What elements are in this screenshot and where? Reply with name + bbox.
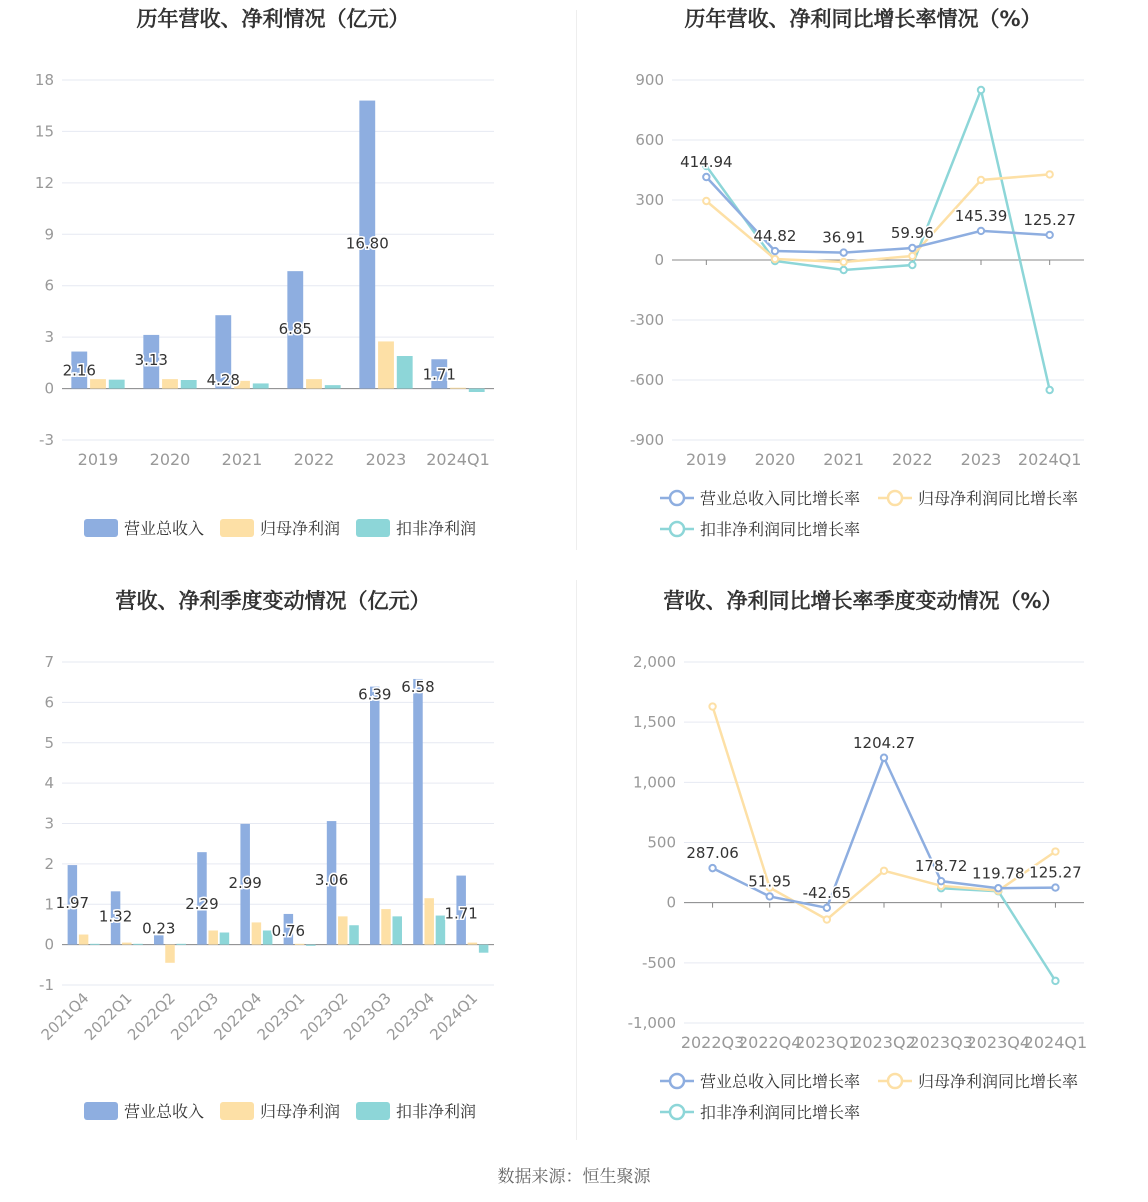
x-tick-label: 2024Q1 — [1017, 450, 1082, 469]
chart-quarterly-growth — [574, 582, 1148, 1162]
panel-annual-growth — [574, 0, 1148, 580]
bar-data-label: 6.58 — [401, 677, 435, 696]
y-tick-label: 2,000 — [633, 653, 676, 671]
line-data-label: 414.94 — [680, 153, 733, 172]
bar-data-label: 3.06 — [314, 871, 349, 890]
bar-data-label: 2.99 — [228, 873, 262, 892]
bar-parent — [122, 943, 132, 945]
y-tick-label: -900 — [629, 431, 664, 449]
point-deducted — [1046, 387, 1052, 393]
y-tick-label: -1 — [39, 976, 54, 994]
divider-top — [576, 10, 577, 550]
bar-data-label: 1.32 — [98, 907, 133, 926]
x-tick-label: 2022Q3 — [167, 989, 223, 1044]
legend-marker-parent — [888, 1074, 902, 1088]
line-data-label: 145.39 — [954, 206, 1008, 225]
bar-parent — [162, 379, 178, 388]
x-tick-label: 2024Q1 — [1023, 1033, 1088, 1052]
panel-annual-amount — [0, 0, 574, 580]
x-tick-label: 2022Q1 — [80, 989, 136, 1044]
bar-data-label: 2.16 — [62, 361, 96, 380]
line-data-label: 59.96 — [890, 224, 934, 243]
bar-data-label: 1.71 — [422, 365, 456, 384]
bar-deducted — [325, 385, 341, 388]
x-tick-label: 2023Q4 — [383, 989, 439, 1044]
data-source: 数据来源：恒生聚源 — [497, 1167, 651, 1187]
bar-data-label: 0.23 — [142, 919, 176, 938]
legend-marker-deducted — [670, 522, 684, 536]
bar-parent — [468, 943, 478, 945]
x-tick-label: 2023Q1 — [253, 989, 309, 1044]
y-tick-label: -300 — [629, 311, 664, 329]
point-revenue — [772, 248, 778, 254]
point-revenue — [709, 865, 715, 871]
y-tick-label: 9 — [44, 225, 54, 244]
x-tick-label: 2019 — [685, 450, 727, 469]
chart-annual-growth — [574, 0, 1148, 580]
y-tick-label: 600 — [635, 131, 664, 149]
point-revenue — [703, 174, 709, 180]
y-tick-label: -600 — [629, 371, 664, 389]
bar-parent — [90, 379, 106, 388]
x-tick-label: 2021 — [823, 450, 865, 469]
legend-label-deducted: 扣非净利润 — [396, 519, 477, 538]
legend-swatch-deducted — [356, 519, 390, 537]
point-revenue — [995, 885, 1001, 891]
y-tick-label: 2 — [44, 854, 54, 873]
point-deducted — [978, 87, 984, 93]
y-tick-label: 0 — [44, 379, 54, 398]
x-tick-label: 2022Q4 — [210, 989, 266, 1044]
bar-revenue — [370, 687, 380, 945]
bar-parent — [378, 341, 394, 388]
bar-data-label: 0.76 — [271, 921, 306, 940]
line-data-label: -42.65 — [802, 883, 852, 902]
point-revenue — [824, 905, 830, 911]
y-tick-label: 1,500 — [633, 713, 676, 732]
bar-data-label: 6.39 — [358, 685, 392, 704]
y-tick-label: 18 — [34, 71, 54, 89]
legend-label-deducted: 扣非净利润同比增长率 — [700, 520, 861, 539]
x-tick-label: 2022 — [293, 450, 335, 469]
x-tick-label: 2023Q2 — [852, 1033, 916, 1052]
point-parent — [840, 259, 846, 265]
line-data-label: 125.27 — [1023, 210, 1076, 229]
bar-data-label: 3.13 — [134, 350, 168, 369]
point-deducted — [909, 262, 915, 268]
line-deducted — [941, 888, 1055, 981]
x-tick-label: 2022Q2 — [124, 989, 179, 1044]
legend-label-revenue: 营业总收入 — [124, 519, 205, 538]
bar-deducted — [349, 925, 359, 944]
bar-deducted — [176, 944, 186, 945]
point-parent — [772, 256, 778, 262]
x-tick-label: 2020 — [754, 450, 796, 469]
bar-deducted — [397, 356, 413, 389]
y-tick-label: 6 — [44, 693, 54, 712]
bar-parent — [424, 898, 434, 944]
bar-data-label: 16.80 — [345, 234, 389, 253]
y-tick-label: 7 — [44, 653, 54, 671]
x-tick-label: 2023 — [365, 450, 407, 469]
legend-marker-revenue — [670, 491, 684, 505]
legend-swatch-deducted — [356, 1102, 390, 1120]
y-tick-label: 1 — [44, 895, 54, 914]
chart-title: 历年营收、净利情况（亿元） — [136, 7, 410, 31]
x-tick-label: 2021Q4 — [37, 989, 93, 1044]
point-parent — [1046, 171, 1052, 177]
x-tick-label: 2024Q1 — [426, 450, 490, 469]
point-parent — [703, 198, 709, 204]
line-data-label: 51.95 — [748, 872, 792, 891]
x-tick-label: 2023 — [960, 450, 1002, 469]
point-parent — [909, 253, 915, 259]
bar-parent — [208, 930, 218, 944]
point-deducted — [1052, 978, 1058, 984]
x-tick-label: 2020 — [149, 450, 191, 469]
y-tick-label: 300 — [635, 191, 664, 209]
x-tick-label: 2022Q3 — [680, 1033, 745, 1052]
y-tick-label: -1,000 — [627, 1014, 676, 1032]
line-data-label: 36.91 — [822, 228, 866, 247]
bar-deducted — [253, 383, 269, 388]
point-parent — [881, 868, 887, 874]
bar-deducted — [392, 916, 402, 944]
legend-label-deducted: 扣非净利润同比增长率 — [700, 1103, 861, 1122]
bar-parent — [165, 945, 175, 963]
x-tick-label: 2023Q1 — [795, 1033, 859, 1052]
point-parent — [978, 177, 984, 183]
x-tick-label: 2022Q4 — [737, 1033, 802, 1052]
legend-label-parent: 归母净利润同比增长率 — [918, 1072, 1079, 1091]
point-parent — [1052, 848, 1058, 854]
y-tick-label: 12 — [34, 173, 54, 192]
line-data-label: 178.72 — [914, 857, 968, 876]
legend-label-deducted: 扣非净利润 — [396, 1102, 477, 1121]
y-tick-label: 15 — [34, 122, 54, 141]
y-tick-label: 4 — [44, 774, 54, 793]
bar-deducted — [469, 389, 485, 392]
y-tick-label: 6 — [44, 276, 54, 295]
bar-deducted — [220, 933, 230, 945]
legend-label-parent: 归母净利润 — [260, 1102, 341, 1121]
point-revenue — [881, 755, 887, 761]
y-tick-label: -500 — [641, 953, 676, 972]
bar-parent — [306, 379, 322, 388]
chart-annual-amount — [0, 0, 574, 580]
legend-label-parent: 归母净利润 — [260, 519, 341, 538]
y-tick-label: 500 — [647, 833, 676, 852]
bar-parent — [252, 922, 262, 944]
legend-swatch-parent — [220, 519, 254, 537]
x-tick-label: 2024Q1 — [426, 989, 482, 1044]
point-revenue — [1052, 884, 1058, 890]
legend-label-revenue: 营业总收入同比增长率 — [700, 1072, 861, 1091]
bar-parent — [79, 935, 89, 945]
chart-title: 历年营收、净利同比增长率情况（%） — [684, 7, 1042, 31]
y-tick-label: 0 — [44, 935, 54, 954]
legend-swatch-revenue — [84, 1102, 118, 1120]
bar-deducted — [109, 380, 125, 389]
bar-parent — [338, 916, 348, 944]
bar-deducted — [479, 945, 489, 953]
x-tick-label: 2019 — [77, 450, 119, 469]
y-tick-label: 900 — [635, 71, 664, 89]
x-tick-label: 2023Q3 — [909, 1033, 973, 1052]
line-data-label: 44.82 — [753, 227, 797, 246]
line-data-label: 119.78 — [972, 864, 1025, 883]
bar-deducted — [181, 380, 197, 389]
point-revenue — [978, 228, 984, 234]
legend-swatch-parent — [220, 1102, 254, 1120]
legend-marker-deducted — [670, 1105, 684, 1119]
bar-data-label: 1.97 — [55, 894, 90, 913]
legend-marker-revenue — [670, 1074, 684, 1088]
y-tick-label: -3 — [39, 431, 54, 449]
bar-deducted — [306, 945, 316, 946]
y-tick-label: 3 — [44, 328, 54, 347]
bar-parent — [450, 388, 466, 389]
legend-label-parent: 归母净利润同比增长率 — [918, 489, 1079, 508]
bar-deducted — [133, 944, 143, 945]
panel-quarterly-amount — [0, 582, 574, 1162]
line-data-label: 125.27 — [1029, 863, 1082, 882]
y-tick-label: 3 — [44, 814, 54, 833]
chart-quarterly-amount — [0, 582, 574, 1162]
point-parent — [824, 916, 830, 922]
legend-swatch-revenue — [84, 519, 118, 537]
bar-data-label: 4.28 — [206, 371, 240, 390]
line-data-label: 1204.27 — [852, 733, 916, 752]
y-tick-label: 0 — [654, 251, 664, 269]
divider-bottom — [576, 580, 577, 1140]
bar-revenue — [413, 679, 423, 945]
bar-deducted — [90, 944, 100, 945]
point-revenue — [1046, 232, 1052, 238]
chart-title: 营收、净利同比增长率季度变动情况（%） — [663, 589, 1063, 613]
legend-marker-parent — [888, 491, 902, 505]
legend-label-revenue: 营业总收入同比增长率 — [700, 489, 861, 508]
point-revenue — [938, 878, 944, 884]
bar-data-label: 2.29 — [185, 895, 219, 914]
x-tick-label: 2023Q3 — [340, 989, 395, 1044]
point-revenue — [909, 245, 915, 251]
panel-quarterly-growth — [574, 582, 1148, 1162]
x-tick-label: 2023Q4 — [966, 1033, 1031, 1052]
bar-parent — [295, 944, 305, 945]
x-tick-label: 2022 — [891, 450, 933, 469]
line-data-label: 287.06 — [686, 844, 739, 863]
y-tick-label: 5 — [44, 733, 54, 752]
point-revenue — [840, 249, 846, 255]
point-deducted — [840, 267, 846, 273]
x-tick-label: 2023Q2 — [296, 989, 352, 1044]
y-tick-label: 0 — [666, 893, 676, 912]
legend-label-revenue: 营业总收入 — [124, 1102, 205, 1121]
bar-data-label: 6.85 — [278, 320, 312, 339]
bar-data-label: 1.71 — [444, 904, 478, 923]
y-tick-label: 1,000 — [633, 773, 676, 792]
x-tick-label: 2021 — [221, 450, 263, 469]
point-revenue — [767, 893, 773, 899]
point-parent — [709, 703, 715, 709]
chart-title: 营收、净利季度变动情况（亿元） — [115, 589, 431, 613]
bar-parent — [381, 909, 391, 945]
